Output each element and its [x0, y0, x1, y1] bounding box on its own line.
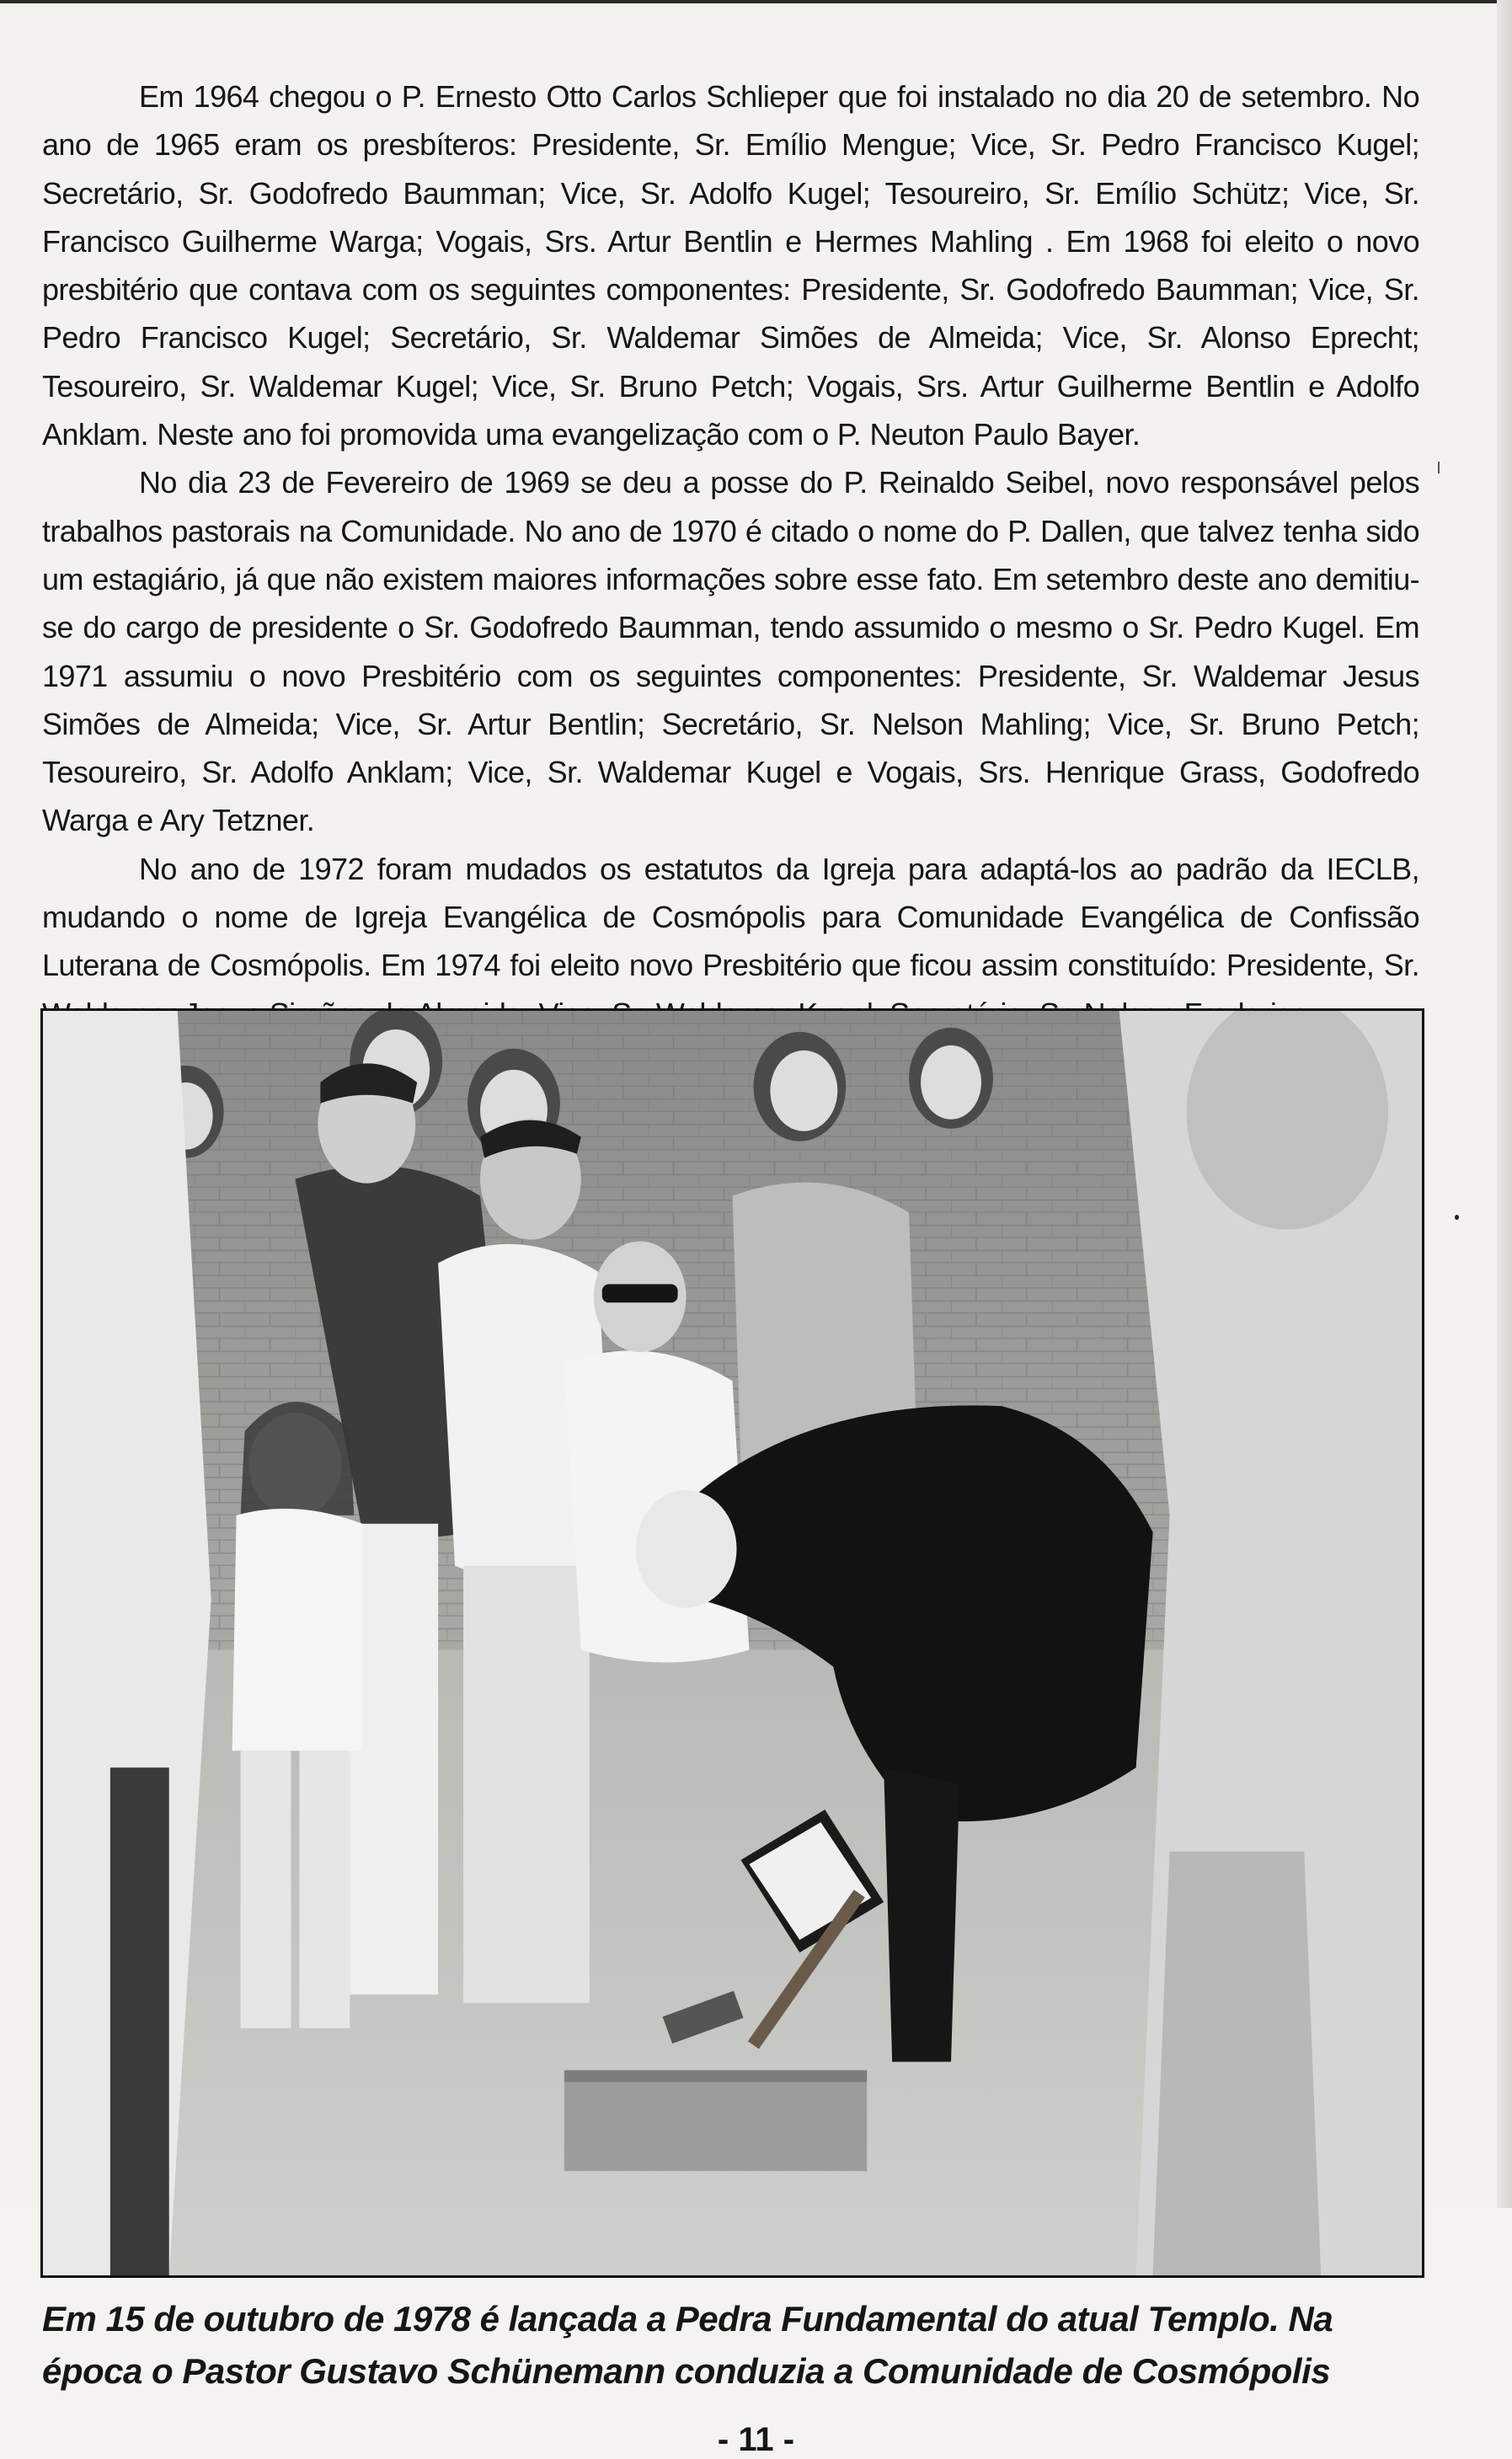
photo-caption: [42, 2293, 1424, 2398]
caption-line-1: Em 15 de outubro de 1978 é lançada a Pedra Fundamental do atual Templo. Na: [42, 2299, 1333, 2339]
body-text: [42, 72, 1419, 1038]
historical-photo: [40, 1008, 1424, 2278]
page-edge: [1497, 0, 1512, 2208]
paragraph-3: No ano de 1972 foram mudados os estatutos da Igreja para adaptá-los ao padrão da IECLB, mudando o nome de Igreja Evangélica de Cosmópolis para Comunidade Evangélica de Confissão Luterana de Cosmópolis. Em 1974 foi eleito novo Presbitério que ficou assim constituído: Presidente, Sr.: [42, 851, 1419, 983]
photo-illustration: [43, 1011, 1422, 2275]
margin-mark: [1438, 462, 1440, 473]
caption-line-2: época o Pastor Gustavo Schünemann conduzia a Comunidade de Cosmópolis: [42, 2351, 1331, 2391]
page-number: - 11 -: [717, 2421, 795, 2458]
margin-dot: [1455, 1215, 1459, 1220]
top-border: [0, 0, 1512, 3]
paragraph-1: Em 1964 chegou o P. Ernesto Otto Carlos Schlieper que foi instalado no dia 20 de setembro. No ano de 1965 eram os presbíteros: Presidente, Sr. Emílio Mengue; Vice, Sr. Pedro Francisco Kugel; Secretário, Sr. Godofredo Baumman; Vice, Sr. Adolfo Kugel; Tesoureiro, Sr. Emílio Schütz; Vice, Sr. Francisco Guilherme Warga; Vogais, Srs. Artur Bentlin e Hermes Mahling . Em 1968 foi eleito o novo presbitério que contava com os seguintes componentes: Presidente, Sr. Godofredo Baumman; Vice, Sr. Pedro Francisco Kugel; Secretário, Sr. Waldemar Simões de Almeida; Vice, Sr. Alonso Eprecht; Tesoureiro, Sr. Waldemar Kugel; Vice, Sr. Bruno Petch; Vogais, Srs. Artur Guilherme Bentlin e Adolfo Anklam. Neste ano foi promovida uma evangelização com o P. Neuton Paulo Bayer.: [42, 79, 1419, 452]
paragraph-2: No dia 23 de Fevereiro de 1969 se deu a posse do P. Reinaldo Seibel, novo responsável pelos trabalhos pastorais na Comunidade. No ano de 1970 é citado o nome do P. Dallen, que talvez tenha sido um estagiário, já que não existem maiores informações sobre esse fato. Em setembro deste ano demitiu-se do cargo de presidente o Sr. Godofredo Baumman, tendo assumido o mesmo o Sr. Pedro Kugel. Em 1971 assumiu o novo Presbitério com os seguintes componentes: Presidente, Sr. Waldemar Jesus Simões de Almeida; Vice, Sr. Artur Bentlin; Secretário, Sr. Nelson Mahling; Vice, Sr. Bruno Petch; Tesoureiro, Sr. Adolfo Anklam; Vice, Sr. Waldemar Kugel e Vogais, Srs. Henrique Grass, Godofredo Warga e Ary Tetzner.: [42, 465, 1419, 838]
